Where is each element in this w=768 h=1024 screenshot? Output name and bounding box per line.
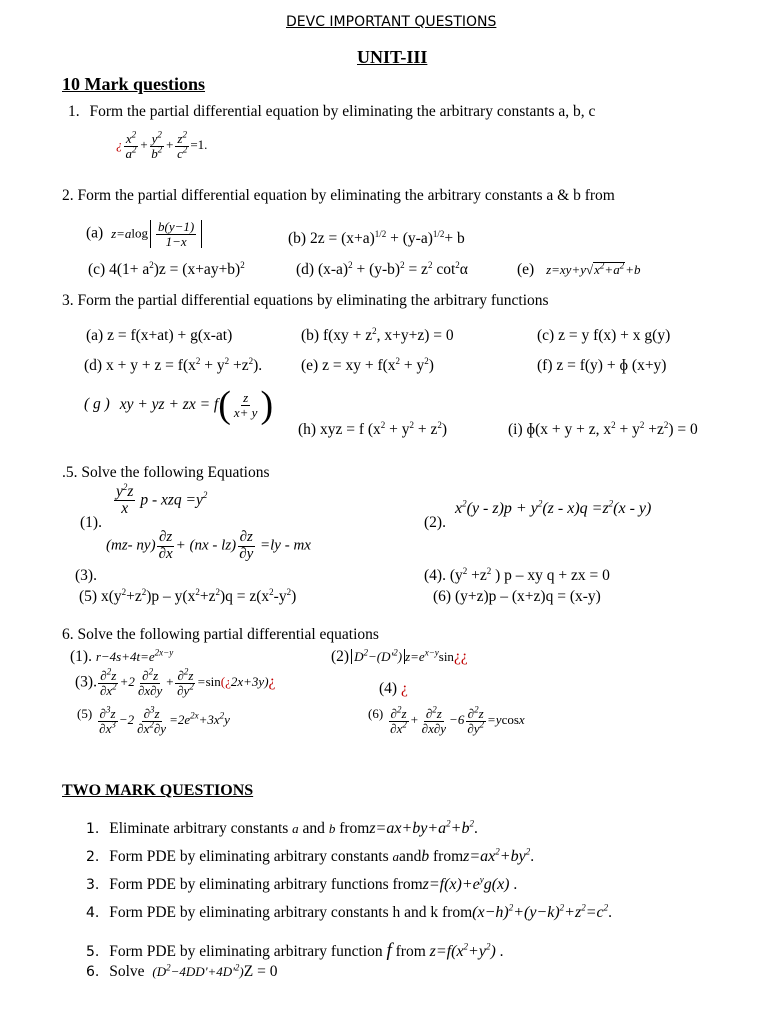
q3-c: (c) z = y f(x) + x g(y) [537, 327, 671, 344]
q1-text: Form the partial differential equation by eliminating the arbitrary constants a, b, c [89, 103, 596, 120]
q6-3: (3). $\frac{\partial^2z}{\partial x^2}$ +2 $\frac{\partial^2z}{\partial x\partial y}$ + $\frac{\partial^2z}{\partial y^2}$ =sin(¿2x+3y)¿ [75, 666, 276, 698]
two-mark-item-4: 4. Form PDE by eliminating arbitrary constants h and k $from(x-h)^2+(y-k)^2+z^2=c^2$. [86, 902, 612, 921]
q6-4: (4) ¿ [379, 680, 408, 697]
ten-mark-heading: 10 Mark questions [62, 74, 206, 94]
q5-5: (5) $x(y^2+z^2)p - y(x^2+z^2)q = z(x^2-y^2)$ [79, 586, 297, 605]
two-mark-item-1: 1. Eliminate arbitrary constants a and b $fromz=ax+by+a^2+b^2$. [86, 818, 478, 837]
q2-a: (a) z=alog $\frac{b(y-1)}{1-x}$ [86, 220, 202, 248]
q6-1: (1). $r-4s+4t=e^{2x-y}$ [70, 647, 174, 665]
q1-number: 1. [68, 103, 80, 120]
two-mark-item-3: 3. Form PDE by eliminating arbitrary functions $fromz=f(x)+e^yg(x)$ . [86, 874, 518, 893]
q5-1-equation: $\frac{y^2z}{x}$ p - xzq $=y^2$ [116, 481, 208, 518]
document-title: DEVC IMPORTANT QUESTIONS [286, 14, 497, 30]
question-2: 2. Form the partial differential equation by eliminating the arbitrary constants a & b from [62, 187, 615, 204]
q1-lead-glyph: ¿ [116, 137, 123, 153]
q5-1-label: (1). [80, 514, 102, 531]
q5-6: (6) (y+z)p – (x+z)q = (x-y) [433, 588, 601, 605]
two-mark-item-5: 5. Form PDE by eliminating arbitrary function f from $z=f(x^2+y^2)$ . [86, 940, 504, 961]
q2-d: (d) $(x-a)^2 + (y-b)^2 = z^2$ $\cot^2\alpha$ [296, 259, 468, 278]
two-mark-item-2: 2. Form PDE by eliminating arbitrary constants aandb $fromz=ax^2+by^2$. [86, 846, 535, 865]
two-mark-item-6: 6. Solve $(D^2-4DD'+4D'^2)Z = 0$ [86, 962, 278, 980]
unit-heading: UNIT-III [357, 47, 428, 67]
q3-a: (a) z = f(x+at) + g(x-at) [86, 327, 233, 344]
q6-2: (2) $D^2-(D'^2)$ $z=e^{x-y}\sin¿¿$ [331, 647, 468, 665]
q5-3-equation: (mz- ny) $\frac{\partial z}{\partial x}$ + (nx - lz) $\frac{\partial z}{\partial y}$ =ly - mx [106, 529, 311, 562]
q5-3-label: (3). [75, 567, 97, 584]
q3-b: (b) $f(xy + z^2$, x+y+z) = 0 [301, 325, 454, 344]
q3-g: ( g ) xy + yz + zx = f( $\frac{z}{x+ y}$ ) [84, 384, 274, 426]
q3-e: (e) z = xy + $f(x^2 + y^2)$ [301, 355, 434, 374]
q2-b: (b) $2z = (x+a)^{1/2} + (y-a)^{1/2}+ b$ [288, 228, 465, 247]
q5-4: (4). ($y^2 +z^2$ ) p – xy q + zx = 0 [424, 565, 610, 584]
q2-e: (e) $z=xy+y√x^2+a^2+b$ [517, 260, 641, 278]
q2-a-label: (a) [86, 224, 104, 242]
two-mark-heading: TWO MARK QUESTIONS [62, 782, 254, 799]
q6-5: $^{(5)}$ $\frac{\partial^3z}{\partial x^3}$ −2 $\frac{\partial^3z}{\partial x^2\partial y}$ $=2e^{2x}+3x^2y$ [77, 704, 230, 736]
q5-2-equation: $x^2(y - z)p + y^2(z - x)q =z^2(x - y)$ [455, 498, 652, 517]
q3-h: (h) xyz = f $(x^2 + y^2 + z^2)$ [298, 419, 448, 438]
question-5: .5. Solve the following Equations [62, 464, 270, 481]
q1-equation: ¿ $\frac{x^2}{a^2}$ + $\frac{y^2}{b^2}$ + $\frac{z^2}{c^2}$ =1. [116, 129, 208, 161]
q5-2-label: (2). [424, 514, 446, 531]
question-1 [68, 103, 595, 121]
q3-f: (f) z = f(y) + ɸ (x+y) [537, 357, 667, 374]
question-6: 6. Solve the following partial differential equations [62, 626, 379, 643]
q2-c: (c) $4(1+ a^2)z = (x+ay+b)^2$ [88, 259, 245, 278]
q6-6: $^{(6)}$ $\frac{\partial^2z}{\partial x^2}$ + $\frac{\partial^2z}{\partial x\partial y}$ −6 $\frac{\partial^2z}{\partial y^2}$ =ycosx [368, 704, 525, 736]
q3-d: (d) $x + y + z = f(x^2 + y^2 +z^2)$. [84, 355, 263, 374]
q1-eq-tail: =1. [190, 137, 208, 153]
q3-i: (i) ɸ(x + y + z, $x^2 + y^2 +z^2) = 0$ [508, 419, 698, 438]
question-3: 3. Form the partial differential equations by eliminating the arbitrary functions [62, 292, 549, 309]
